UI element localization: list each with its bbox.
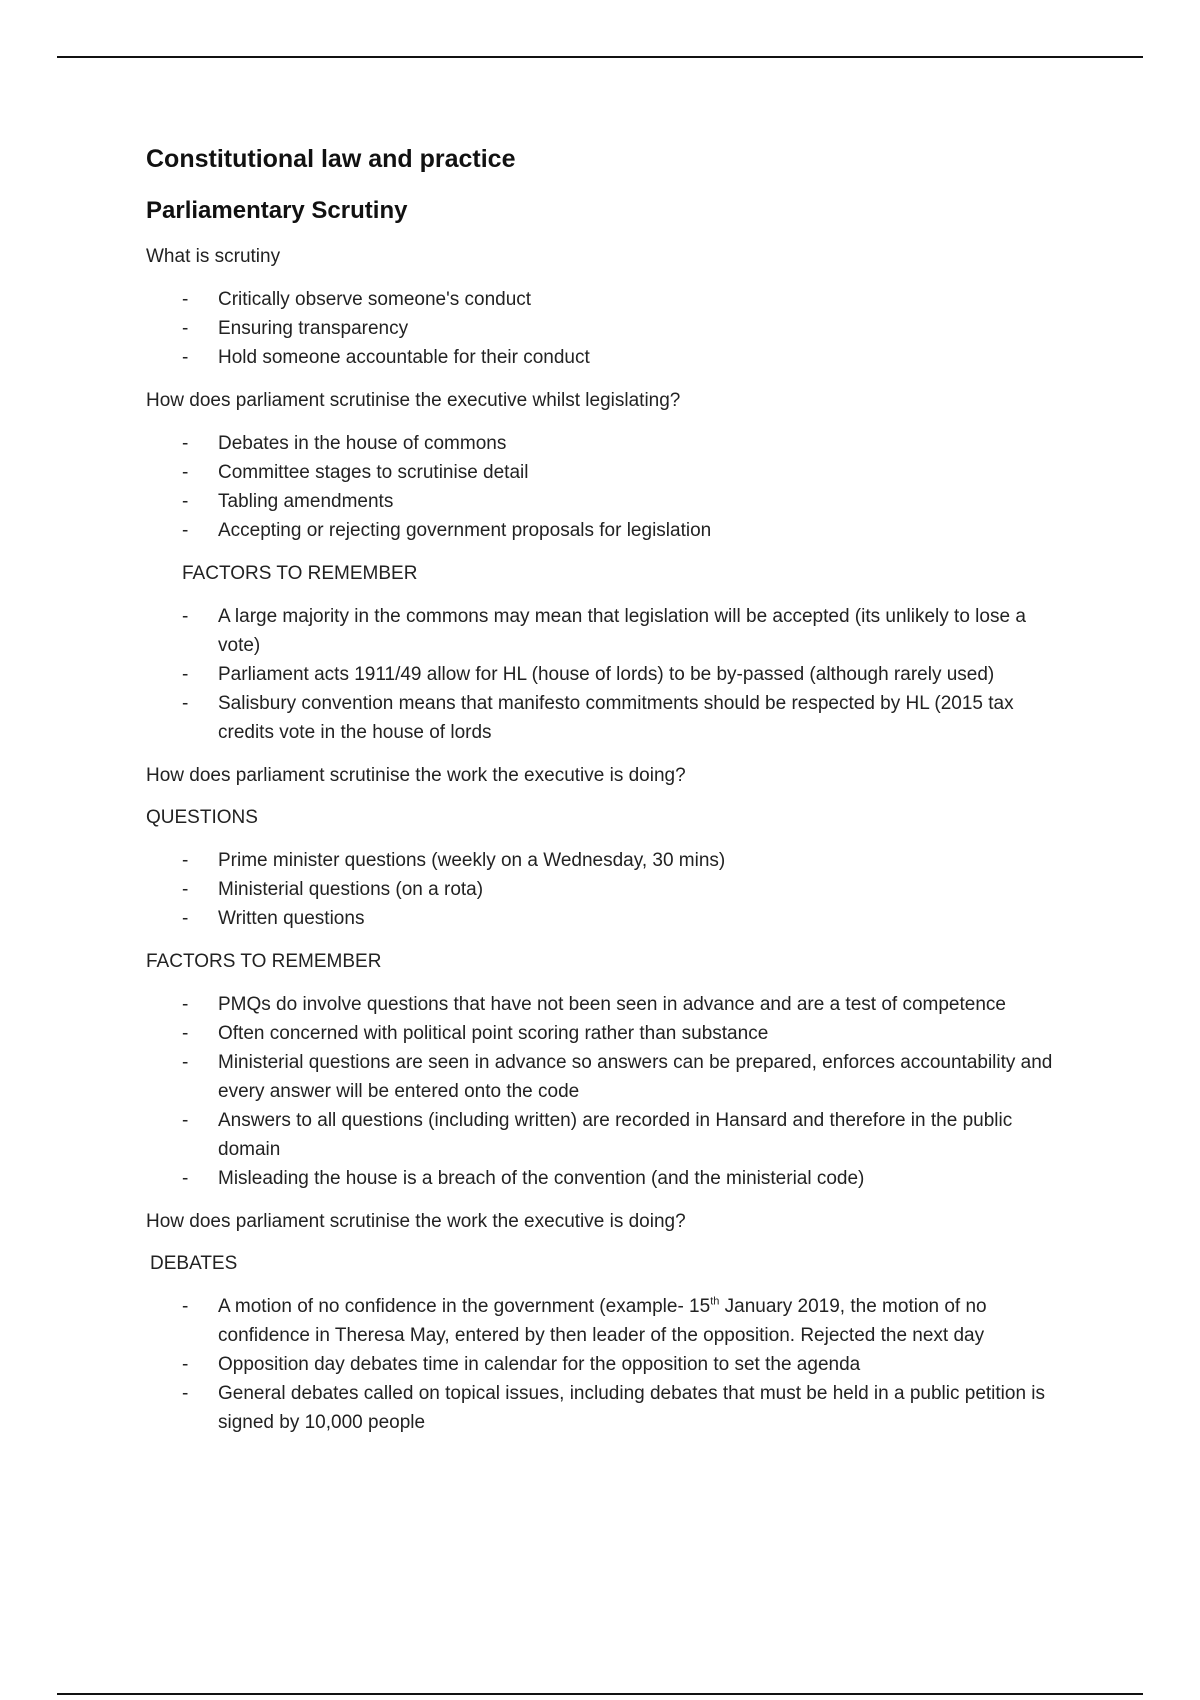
bullet-dash: - [182,347,189,368]
section-heading-factors-questions: FACTORS TO REMEMBER [146,951,382,972]
bullet-list-questions [146,846,1066,933]
list-item: - Often concerned with political point scoring rather than substance [146,1019,1066,1048]
section-heading-debates: DEBATES [150,1253,238,1274]
bullet-dash: - [182,289,189,310]
list-item: - Ensuring transparency [146,314,1066,343]
list-item: - PMQs do involve questions that have not been seen in advance and are a test of competence [146,990,1066,1019]
bullet-list-what-is-scrutiny [146,285,1066,372]
list-item: - Critically observe someone's conduct [146,285,1066,314]
bullet-dash: - [182,462,189,483]
bullet-dash: - [182,433,189,454]
list-item: - Debates in the house of commons [146,429,1066,458]
bullet-list-debates [146,1292,1066,1437]
section-heading-what-is-scrutiny: What is scrutiny [146,246,281,267]
list-item: - Prime minister questions (weekly on a Wednesday, 30 mins) [146,846,1066,875]
list-item: - Ministerial questions (on a rota) [146,875,1066,904]
bullet-dash: - [182,908,189,929]
list-item: - Tabling amendments [146,487,1066,516]
section-heading-executive-work-2: How does parliament scrutinise the work the executive is doing? [146,1211,686,1232]
bullet-dash: - [182,693,189,714]
list-item: - Committee stages to scrutinise detail [146,458,1066,487]
ordinal-superscript: th [710,1295,720,1308]
bullet-list-factors-legislating [146,602,1066,747]
bullet-dash: - [182,879,189,900]
bullet-dash: - [182,1052,189,1073]
bullet-dash: - [182,318,189,339]
bullet-dash: - [182,1023,189,1044]
page-title: Constitutional law and practice [146,145,516,173]
bullet-list-factors-questions [146,990,1066,1193]
document-body [146,143,1066,1452]
list-item: - Written questions [146,904,1066,933]
section-heading-executive-work: How does parliament scrutinise the work the executive is doing? [146,765,686,786]
list-item: - A large majority in the commons may mean that legislation will be accepted (its unlikely to lose a vote) [146,602,1066,660]
bullet-dash: - [182,664,189,685]
section-heading-legislating: How does parliament scrutinise the executive whilst legislating? [146,390,681,411]
bullet-dash: - [182,1168,189,1189]
footer-rule [57,1693,1143,1695]
list-item: - A motion of no confidence in the government (example- 15th January 2019, the motion of no confidence in Theresa May, entered by then leader of the opposition. Rejected the next day [146,1292,1066,1350]
bullet-dash: - [182,850,189,871]
bullet-dash: - [182,606,189,627]
list-item: - General debates called on topical issues, including debates that must be held in a public petition is signed by 10,000 people [146,1379,1066,1437]
bullet-dash: - [182,1110,189,1131]
list-item: - Opposition day debates time in calendar for the opposition to set the agenda [146,1350,1066,1379]
list-item: - Parliament acts 1911/49 allow for HL (house of lords) to be by-passed (although rarely used) [146,660,1066,689]
list-item: - Hold someone accountable for their conduct [146,343,1066,372]
list-item: - Answers to all questions (including written) are recorded in Hansard and therefore in the public domain [146,1106,1066,1164]
bullet-dash: - [182,1383,189,1404]
section-heading-factors-legislating: FACTORS TO REMEMBER [182,563,418,584]
bullet-list-legislating [146,429,1066,545]
bullet-dash: - [182,1296,189,1317]
list-item: - Accepting or rejecting government proposals for legislation [146,516,1066,545]
header-rule [57,56,1143,58]
list-item: - Salisbury convention means that manifesto commitments should be respected by HL (2015 tax credits vote in the house of lords [146,689,1066,747]
section-heading-questions: QUESTIONS [146,807,258,828]
list-item: - Ministerial questions are seen in advance so answers can be prepared, enforces accountability and every answer will be entered onto the code [146,1048,1066,1106]
bullet-dash: - [182,994,189,1015]
page-subtitle: Parliamentary Scrutiny [146,197,408,224]
bullet-dash: - [182,1354,189,1375]
bullet-dash: - [182,520,189,541]
list-item: - Misleading the house is a breach of the convention (and the ministerial code) [146,1164,1066,1193]
bullet-dash: - [182,491,189,512]
